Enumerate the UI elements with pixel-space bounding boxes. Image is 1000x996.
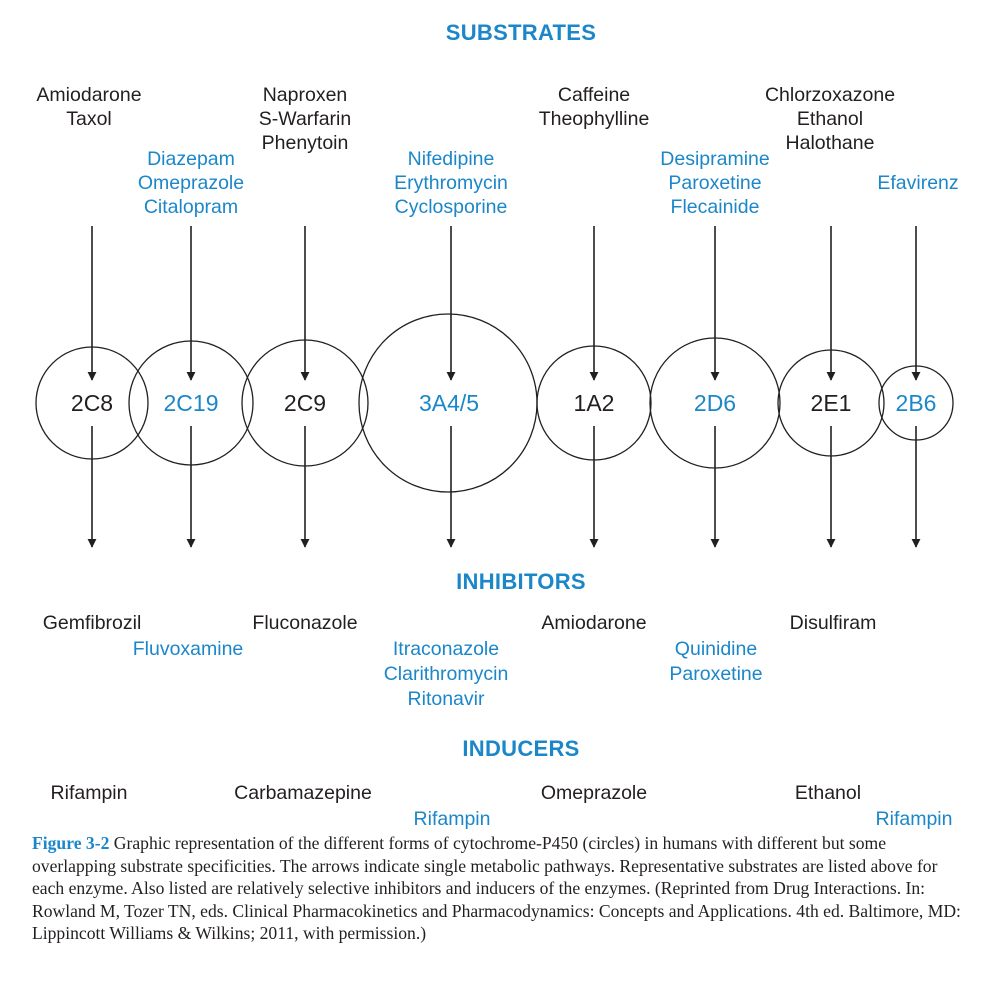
inhibitor-2c8: Gemfibrozil <box>42 612 142 634</box>
enzyme-label-2c9: 2C9 <box>283 390 327 416</box>
inhibitor-1a2: Amiodarone <box>541 612 647 634</box>
substrate: Chlorzoxazone <box>764 84 896 106</box>
inducers-header: INDUCERS <box>462 736 580 761</box>
enzyme-label-2c8: 2C8 <box>70 390 114 416</box>
pathway-arrows <box>92 426 916 547</box>
inhibitor: Itraconazole <box>392 638 500 660</box>
substrate: Desipramine <box>660 148 770 170</box>
substrate: Theophylline <box>538 108 650 130</box>
substrate: Naproxen <box>262 84 348 106</box>
substrate: Amiodarone <box>36 84 142 106</box>
inhibitor: Ritonavir <box>407 688 485 710</box>
substrate: Taxol <box>66 108 112 130</box>
substrate-arrows <box>92 226 916 380</box>
enzyme-label-1a2: 1A2 <box>573 390 615 416</box>
substrate: S-Warfarin <box>258 108 352 130</box>
substrate: Paroxetine <box>668 172 762 194</box>
inducer-2e1: Ethanol <box>794 782 862 804</box>
substrate: Halothane <box>785 132 875 154</box>
substrate: Efavirenz <box>877 172 959 194</box>
substrate: Flecainide <box>670 196 760 218</box>
inhibitor: Clarithromycin <box>383 663 509 685</box>
substrate: Omeprazole <box>137 172 245 194</box>
substrate: Citalopram <box>143 196 239 218</box>
substrate: Diazepam <box>147 148 235 170</box>
substrate: Caffeine <box>557 84 631 106</box>
substrate: Phenytoin <box>261 132 349 154</box>
inducer-1a2: Omeprazole <box>540 782 648 804</box>
enzyme-label-2c19: 2C19 <box>163 390 219 416</box>
enzyme-label-2e1: 2E1 <box>810 390 852 416</box>
inducer-2c9: Carbamazepine <box>234 782 372 804</box>
enzyme-label-2b6: 2B6 <box>895 390 937 416</box>
caption-text: Graphic representation of the different forms of cytochrome-P450 (circles) in humans with different but some overlapping substrate specificities. The arrows indicate single metabolic pathways. Representative substrates are listed above for each enzyme. Also listed are relatively selective inhibitors and inducers of the enzymes. (Reprinted from Drug Interactions. In: Rowland M, Tozer TN, eds. Clinical Pharmacokinetics and Pharmacodynamics: Concepts and Applications. 4th ed. Baltimore, MD: Lippincott Williams & Wilkins; 2011, with permission.) <box>32 833 961 944</box>
substrate: Cyclosporine <box>394 196 508 218</box>
inducer-2c8: Rifampin <box>50 782 128 804</box>
inducer-2b6: Rifampin <box>875 808 953 830</box>
inhibitors-header: INHIBITORS <box>456 569 586 594</box>
figure-caption <box>32 832 972 945</box>
substrate: Ethanol <box>796 108 864 130</box>
inhibitor-2c9: Fluconazole <box>252 612 358 634</box>
enzyme-label-2d6: 2D6 <box>693 390 737 416</box>
inducer-3a4: Rifampin <box>413 808 491 830</box>
figure-label: Figure 3-2 <box>32 833 110 853</box>
inhibitor: Quinidine <box>674 638 758 660</box>
substrates-header: SUBSTRATES <box>445 20 597 45</box>
inhibitor: Paroxetine <box>669 663 763 685</box>
substrate: Nifedipine <box>407 148 495 170</box>
inhibitor-2e1: Disulfiram <box>789 612 877 634</box>
inhibitor-2c19: Fluvoxamine <box>132 638 244 660</box>
enzyme-label-3a4: 3A4/5 <box>418 390 480 416</box>
substrate: Erythromycin <box>394 172 508 194</box>
